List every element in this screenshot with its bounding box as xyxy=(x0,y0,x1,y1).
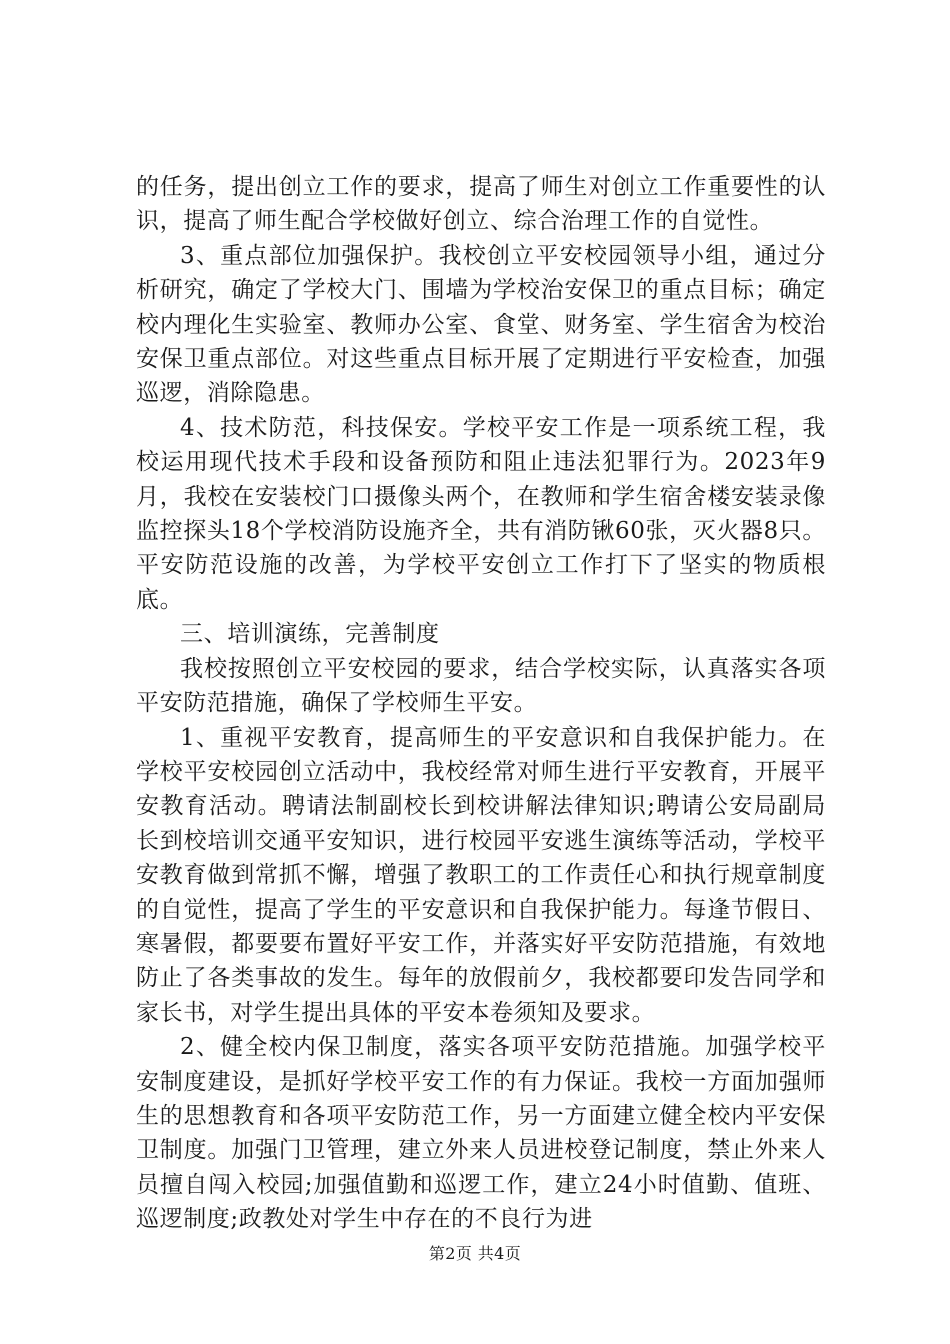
paragraph-key-areas: 3、重点部位加强保护。我校创立平安校园领导小组，通过分析研究，确定了学校大门、围墙为学校治安保卫的重点目标；确定校内理化生实验室、教师办公室、食堂、财务室、学生宿舍为校治安保卫重点部位。对这些重点目标开展了定期进行平安检查，加强巡逻，消除隐患。 xyxy=(136,242,826,407)
paragraph-security-system: 2、健全校内保卫制度，落实各项平安防范措施。加强学校平安制度建设，是抓好学校平安工作的有力保证。我校一方面加强师生的思想教育和各项平安防范工作，另一方面建立健全校内平安保卫制度。加强门卫管理，建立外来人员进校登记制度，禁止外来人员擅自闯入校园;加强值勤和巡逻工作，建立24小时值勤、值班、巡逻制度;政教处对学生中存在的不良行为进 xyxy=(136,1034,826,1233)
paragraph-intro-measures: 我校按照创立平安校园的要求，结合学校实际，认真落实各项平安防范措施，确保了学校师生平安。 xyxy=(136,655,826,717)
paragraph-continuation: 的任务，提出创立工作的要求，提高了师生对创立工作重要性的认识，提高了师生配合学校做好创立、综合治理工作的自觉性。 xyxy=(136,174,826,235)
paragraph-safety-education: 1、重视平安教育，提高师生的平安意识和自我保护能力。在学校平安校园创立活动中，我校经常对师生进行平安教育，开展平安教育活动。聘请法制副校长到校讲解法律知识;聘请公安局副局长到校培训交通平安知识，进行校园平安逃生演练等活动，学校平安教育做到常抓不懈，增强了教职工的工作责任心和执行规章制度的自觉性，提高了学生的平安意识和自我保护能力。每逢节假日、寒暑假，都要要布置好平安工作，并落实好平安防范措施，有效地防止了各类事故的发生。每年的放假前夕，我校都要印发告同学和家长书，对学生提出具体的平安本卷须知及要求。 xyxy=(136,724,826,1026)
page-footer: 第2页 共4页 xyxy=(428,1244,522,1263)
document-body xyxy=(136,170,826,1237)
section-heading-training: 三、培训演练，完善制度 xyxy=(180,621,440,648)
paragraph-technical-prevention: 4、技术防范，科技保安。学校平安工作是一项系统工程，我校运用现代技术手段和设备预防和阻止违法犯罪行为。2023年9月，我校在安装校门口摄像头两个，在教师和学生宿舍楼安装录像监控探头18个学校消防设施齐全，共有消防锹60张，灭火器8只。平安防范设施的改善，为学校平安创立工作打下了坚实的物质根底。 xyxy=(136,414,826,613)
